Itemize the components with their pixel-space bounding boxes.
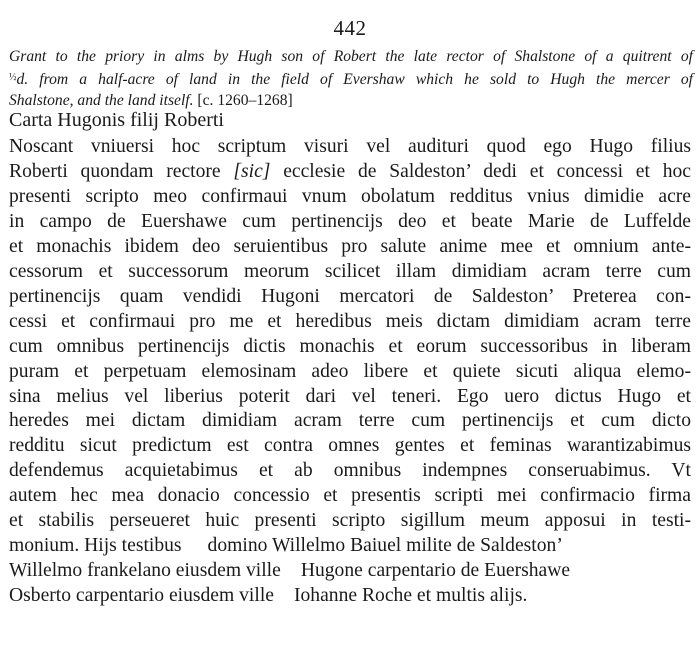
- charter-summary: [9, 46, 693, 111]
- charter-heading: Carta Hugonis filij Roberti: [9, 109, 224, 131]
- text-segment: monium. Hijs testibus: [9, 535, 182, 557]
- witness: Hugone carpentario de Euershawe: [300, 560, 571, 582]
- text-line: presenti scripto meo confirmaui vnum obolatum redditus vnius dimidie acre: [9, 185, 691, 207]
- text-line: [9, 584, 691, 609]
- text-line: cessorum et successorum meorum scilicet illam dimidiam acram terre cum: [9, 260, 691, 282]
- text-line: redditu sicut predictum est contra omnes gentes et feminas warantizabimus: [9, 435, 691, 457]
- witness: domino Willelmo Baiuel milite de Saldeston’: [207, 535, 563, 557]
- text-line: [9, 534, 691, 559]
- text-line: sina melius vel liberius poterit dari vel teneri. Ego uero dictus Hugo et: [9, 385, 691, 407]
- text-segment: ecclesie de Saldeston’ dedi et concessi et hoc: [283, 160, 692, 182]
- page-number: 442: [333, 16, 367, 40]
- text-line: in campo de Euershawe cum pertinencijs deo et beate Marie de Luffelde: [9, 210, 691, 232]
- witness: Osberto carpentario eiusdem ville: [9, 585, 274, 607]
- summary-line: Grant to the priory in alms by Hugh son of Robert the late rector of Shalstone of a quitrent of: [9, 48, 693, 65]
- text-line: defendemus acquietabimus et ab omnibus indempnes conseruabimus. Vt: [9, 460, 691, 482]
- text-line: heredes mei dictam dimidiam acram terre cum pertinencijs et cum dicto: [9, 410, 691, 432]
- witness: Iohanne Roche et multis alijs.: [293, 585, 528, 607]
- text-line: Noscant vniuersi hoc scriptum visuri vel audituri quod ego Hugo filius: [9, 136, 691, 157]
- text-line: cum omnibus pertinencijs dictis monachis et eorum successoribus in liberam: [9, 335, 691, 357]
- summary-line-text: d. from a half-acre of land in the field of Evershaw which he sold to Hugh the mercer of: [16, 71, 693, 88]
- summary-date: [c. 1260–1268]: [197, 92, 293, 109]
- text-line: [9, 559, 691, 584]
- summary-line: [9, 67, 693, 90]
- text-segment: Roberti quondam rectore: [9, 160, 221, 182]
- text-line: et stabilis perseueret huic presenti scripto sigillum meum apposui in testi-: [9, 510, 691, 532]
- text-line: et monachis ibidem deo seruientibus pro salute anime mee et omnium ante-: [9, 235, 691, 257]
- text-line: cessi et confirmaui pro me et heredibus meis dictam dimidiam acram terre: [9, 310, 691, 332]
- summary-line-text: Shalstone, and the land itself.: [9, 92, 194, 109]
- text-line: [9, 160, 691, 185]
- text-line: puram et perpetuam elemosinam adeo libere et quiete sicuti aliqua elemo-: [9, 360, 691, 382]
- text-line: pertinencijs quam vendidi Hugoni mercatori de Saldeston’ Preterea con-: [9, 285, 691, 307]
- sic-note: [sic]: [233, 160, 271, 182]
- witness: Willelmo frankelano eiusdem ville: [9, 560, 281, 582]
- fraction: ½: [9, 72, 17, 83]
- text-line: autem hec mea donacio concessio et presentis scripti mei confirmacio firma: [9, 485, 691, 507]
- charter-text: [9, 135, 691, 609]
